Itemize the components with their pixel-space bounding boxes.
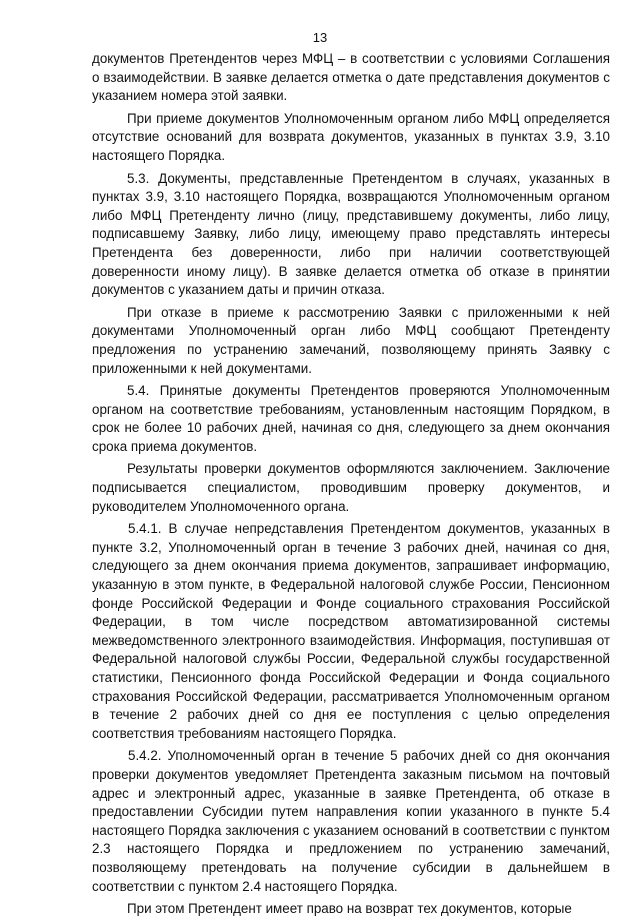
paragraph: При приеме документов Уполномоченным органом либо МФЦ определяется отсутствие оснований для возврата документов, указанных в пунктах 3.9, 3.10 настоящего Порядка.	[92, 110, 610, 163]
page-body	[92, 50, 610, 923]
paragraph-section-5-4: 5.4. Принятые документы Претендентов проверяются Уполномоченным органом на соответствие требованиям, установленным настоящим Порядком, в срок не более 10 рабочих дней, начиная со дня, следующего за днем окончания срока приема документов.	[92, 383, 610, 454]
paragraph: При отказе в приеме к рассмотрению Заявки с приложенными к ней документами Уполномоченный орган либо МФЦ сообщают Претенденту предложения по устранению замечаний, позволяющему принять Заявку с приложенными к ней документами.	[92, 304, 610, 376]
paragraph-section-5-4-1: 5.4.1. В случае непредставления Претендентом документов, указанных в пункте 3.2, Уполномоченный орган в течение 3 рабочих дней, начиная со дня, следующего за днем окончания приема документов, запрашивает информацию, указанную в этом пункте, в Федеральной налоговой службе России, Пенсионном фонде Российской Федерации и Фонде социального страхования Российской Федерации, в том числе посредством автоматизированной системы межведомственного электронного взаимодействия. Информация, поступившая от Федеральной налоговой службы России, Федеральной службы государственной статистики, Пенсионного фонда Российской Федерации и Фонда социального страхования Российской Федерации, рассматривается Уполномоченным органом в течение 2 рабочих дней со дня ее поступления с целью определения соответствия требованиям настоящего Порядка.	[92, 521, 610, 741]
paragraph-section-5-4-2: 5.4.2. Уполномоченный орган в течение 5 рабочих дней со дня окончания проверки документов уведомляет Претендента заказным письмом на почтовый адрес и электронный адрес, указанные в заявке Претендента, об отказе в предоставлении Субсидии путем направления копии указанного в пункте 5.4 настоящего Порядка заключения с указанием оснований в соответствии с пунктом 2.3 настоящего Порядка и предложением по устранению замечаний, позволяющему претендовать на получение субсидии в дальнейшем в соответствии с пунктом 2.4 настоящего Порядка.	[92, 748, 610, 894]
paragraph-continuation: документов Претендентов через МФЦ – в соответствии с условиями Соглашения о взаимодействии. В заявке делается отметка о дате представления документов с указанием номера этой заявки.	[92, 51, 610, 104]
page-number: 13	[312, 30, 328, 45]
paragraph-trailing: При этом Претендент имеет право на возврат тех документов, которые	[127, 901, 572, 917]
paragraph-section-5-3: 5.3. Документы, представленные Претендентом в случаях, указанных в пунктах 3.9, 3.10 настоящего Порядка, возвращаются Уполномоченным органом либо МФЦ Претенденту лично (лицу, представившему документы, либо лицу, подписавшему Заявку, либо лицу, имеющему право представлять интересы Претендента без доверенности, либо при наличии соответствующей доверенности иному лицу). В заявке делается отметка об отказе в принятии документов с указанием даты и причин отказа.	[92, 170, 610, 298]
paragraph: Результаты проверки документов оформляются заключением. Заключение подписывается специалистом, проводившим проверку документов, и руководителем Уполномоченного органа.	[92, 461, 610, 514]
